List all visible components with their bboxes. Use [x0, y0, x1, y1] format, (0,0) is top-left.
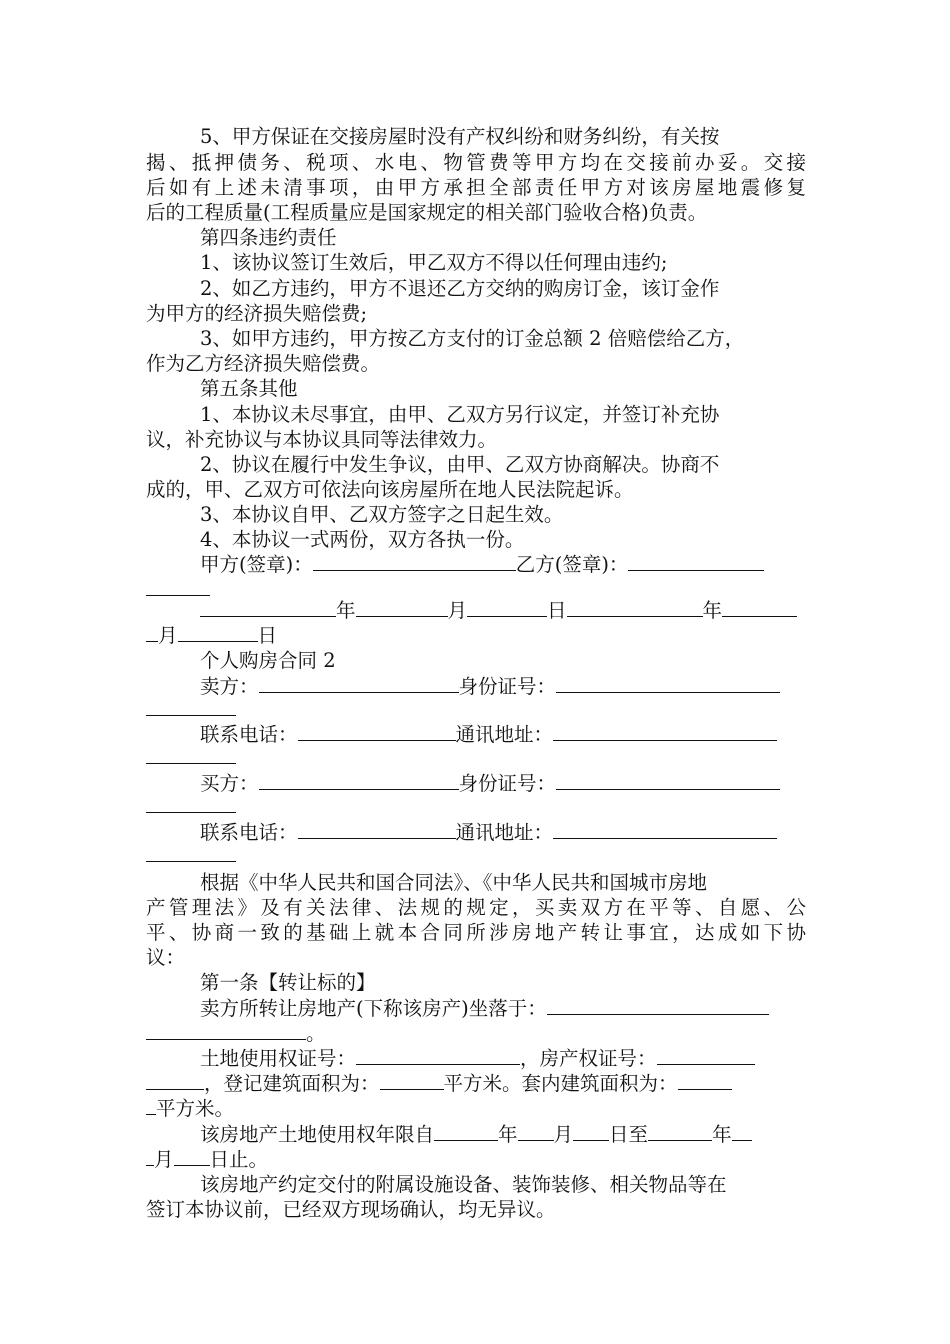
- buyer-label: 买方：: [200, 772, 259, 795]
- buyer-id-blank[interactable]: [556, 771, 780, 790]
- date-b-day-blank[interactable]: [178, 623, 258, 642]
- buyer-id-blank-cont[interactable]: [146, 794, 236, 813]
- term-start-year-label: 年: [498, 1123, 518, 1146]
- year-label-b: 年: [702, 599, 723, 622]
- party-a-signature-label: 甲方(签章)：: [200, 553, 313, 576]
- buyer-id-label: 身份证号：: [458, 772, 557, 795]
- property-cert-blank[interactable]: [657, 1046, 755, 1065]
- property-cert-label: ，房产权证号：: [520, 1047, 657, 1070]
- location-blank-cont[interactable]: [146, 1021, 306, 1040]
- seller-address-blank[interactable]: [553, 722, 777, 741]
- party-b-signature-label: 乙方(签章)：: [515, 553, 629, 576]
- buyer-name-blank[interactable]: [259, 771, 459, 790]
- seller-id-blank-cont[interactable]: [146, 697, 236, 716]
- buyer-address-blank[interactable]: [553, 820, 777, 839]
- clause-5-line-4: 后的工程质量(工程质量应是国家规定的相关部门验收合格)负责。: [146, 201, 708, 224]
- buyer-line-wrap: [146, 794, 236, 820]
- year-label: 年: [336, 599, 356, 622]
- seller-address-blank-cont[interactable]: [146, 745, 236, 764]
- month-label: 月: [447, 599, 468, 622]
- seller-contact-line: [200, 722, 777, 748]
- article-4-item-3-line-2: 作为乙方经济损失赔偿费。: [146, 352, 381, 375]
- land-cert-label: 土地使用权证号：: [200, 1047, 357, 1070]
- day-label: 日: [547, 599, 567, 622]
- location-line-wrap: [146, 1021, 326, 1047]
- article-1-heading: 第一条【转让标的】: [200, 971, 376, 994]
- term-end-month-blank[interactable]: [732, 1122, 752, 1141]
- seller-phone-label: 联系电话：: [200, 723, 298, 746]
- date-b-year-blank[interactable]: [567, 598, 703, 617]
- term-start-day-blank[interactable]: [573, 1122, 609, 1141]
- article-5-item-2-line-2: 成的，甲、乙双方可依法向该房屋所在地人民法院起诉。: [146, 478, 634, 501]
- date-line: [200, 598, 797, 624]
- seller-name-blank[interactable]: [259, 674, 459, 693]
- buyer-contact-line: [200, 820, 777, 846]
- facilities-line-2: 签订本协议前，已经双方现场确认，均无异议。: [146, 1198, 556, 1221]
- buyer-phone-blank[interactable]: [298, 820, 456, 839]
- certificate-line: [200, 1046, 755, 1072]
- buyer-line: [200, 771, 780, 797]
- location-period: 。: [306, 1022, 326, 1045]
- article-4-item-2-line-2: 为甲方的经济损失赔偿费;: [146, 302, 368, 325]
- signature-line: [200, 552, 764, 578]
- term-start-month-blank[interactable]: [518, 1122, 554, 1141]
- buyer-address-label: 通讯地址：: [455, 821, 554, 844]
- term-label: 该房地产土地使用权年限自: [200, 1123, 435, 1146]
- square-meter-label: 平方米。: [156, 1097, 235, 1120]
- seller-address-label: 通讯地址：: [455, 723, 554, 746]
- facilities-line-1: 该房地产约定交付的附属设施设备、装饰装修、相关物品等在: [200, 1173, 727, 1196]
- month-label-b: 月: [158, 624, 178, 647]
- preamble-line-1: 根据《中华人民共和国合同法》、《中华人民共和国城市房地: [200, 871, 708, 894]
- area-line: [146, 1071, 732, 1097]
- preamble-line-2: 产管理法》及有关法律、法规的规定，买卖双方在平等、自愿、公: [146, 896, 806, 919]
- term-line: [200, 1122, 752, 1148]
- article-4-item-1: 1、该协议签订生效后，甲乙双方不得以任何理由违约;: [200, 251, 668, 274]
- date-b-month-blank-cont[interactable]: [146, 623, 158, 642]
- buyer-phone-label: 联系电话：: [200, 821, 298, 844]
- term-end-day-blank[interactable]: [174, 1147, 210, 1166]
- party-b-signature-blank[interactable]: [628, 552, 764, 571]
- term-end-year-blank[interactable]: [648, 1122, 712, 1141]
- clause-5-line-2: 揭、抵押债务、税项、水电、物管费等甲方均在交接前办妥。交接: [146, 151, 806, 174]
- article-5-heading: 第五条其他: [200, 377, 298, 400]
- seller-contact-wrap: [146, 745, 236, 771]
- inner-area-label: 平方米。套内建筑面积为：: [443, 1072, 678, 1095]
- party-a-signature-blank[interactable]: [313, 552, 516, 571]
- buyer-address-blank-cont[interactable]: [146, 843, 236, 862]
- article-5-item-4: 4、本协议一式两份，双方各执一份。: [200, 528, 525, 551]
- inner-area-blank[interactable]: [678, 1071, 732, 1090]
- date-a-year-blank[interactable]: [200, 598, 336, 617]
- date-a-day-blank[interactable]: [467, 598, 547, 617]
- seller-line-wrap: [146, 697, 236, 723]
- term-end-day-label: 日止。: [209, 1148, 269, 1171]
- inner-area-blank-cont[interactable]: [146, 1096, 156, 1115]
- location-blank[interactable]: [547, 996, 769, 1015]
- registered-area-blank[interactable]: [380, 1071, 444, 1090]
- term-line-wrap: [146, 1147, 268, 1173]
- term-start-month-label: 月: [553, 1123, 574, 1146]
- area-line-wrap: [146, 1096, 234, 1122]
- location-label: 卖方所转让房地产(下称该房产)坐落于：: [200, 997, 547, 1020]
- date-line-wrap: [146, 623, 277, 649]
- term-to-label: 日至: [609, 1123, 649, 1146]
- article-5-item-3: 3、本协议自甲、乙双方签字之日起生效。: [200, 503, 564, 526]
- clause-5-line-1: 5、甲方保证在交接房屋时没有产权纠纷和财务纠纷，有关按: [200, 125, 720, 148]
- seller-id-label: 身份证号：: [458, 675, 557, 698]
- article-4-heading: 第四条违约责任: [200, 226, 337, 249]
- term-end-year-label: 年: [712, 1123, 732, 1146]
- preamble-line-3: 平、协商一致的基础上就本合同所涉房地产转让事宜，达成如下协: [146, 921, 806, 944]
- article-4-item-2-line-1: 2、如乙方违约，甲方不退还乙方交纳的购房订金，该订金作: [200, 277, 720, 300]
- article-5-item-2-line-1: 2、协议在履行中发生争议，由甲、乙双方协商解决。协商不: [200, 453, 720, 476]
- term-end-month-label: 月: [154, 1148, 174, 1171]
- party-b-signature-blank-cont[interactable]: [146, 577, 210, 596]
- day-label-b: 日: [257, 624, 278, 647]
- term-start-year-blank[interactable]: [434, 1122, 498, 1141]
- preamble-line-4: 议：: [146, 946, 186, 969]
- seller-label: 卖方：: [200, 675, 259, 698]
- contract-2-title: 个人购房合同 2: [200, 649, 336, 672]
- date-a-month-blank[interactable]: [356, 598, 448, 617]
- land-cert-blank[interactable]: [356, 1046, 520, 1065]
- location-line: [200, 996, 769, 1022]
- buyer-contact-wrap: [146, 843, 236, 869]
- registered-area-label: ，登记建筑面积为：: [204, 1072, 380, 1095]
- seller-line: [200, 674, 780, 700]
- article-5-item-1-line-1: 1、本协议未尽事宜，由甲、乙双方另行议定，并签订补充协: [200, 403, 720, 426]
- property-cert-blank-cont[interactable]: [146, 1071, 204, 1090]
- date-b-month-blank-start[interactable]: [722, 598, 797, 617]
- article-5-item-1-line-2: 议，补充协议与本协议具同等法律效力。: [146, 428, 498, 451]
- seller-id-blank[interactable]: [556, 674, 780, 693]
- clause-5-line-3: 后如有上述未清事项，由甲方承担全部责任甲方对该房屋地震修复: [146, 176, 806, 199]
- term-end-month-blank-cont[interactable]: [146, 1147, 154, 1166]
- seller-phone-blank[interactable]: [298, 722, 456, 741]
- article-4-item-3-line-1: 3、如甲方违约，甲方按乙方支付的订金总额 2 倍赔偿给乙方，: [200, 327, 745, 350]
